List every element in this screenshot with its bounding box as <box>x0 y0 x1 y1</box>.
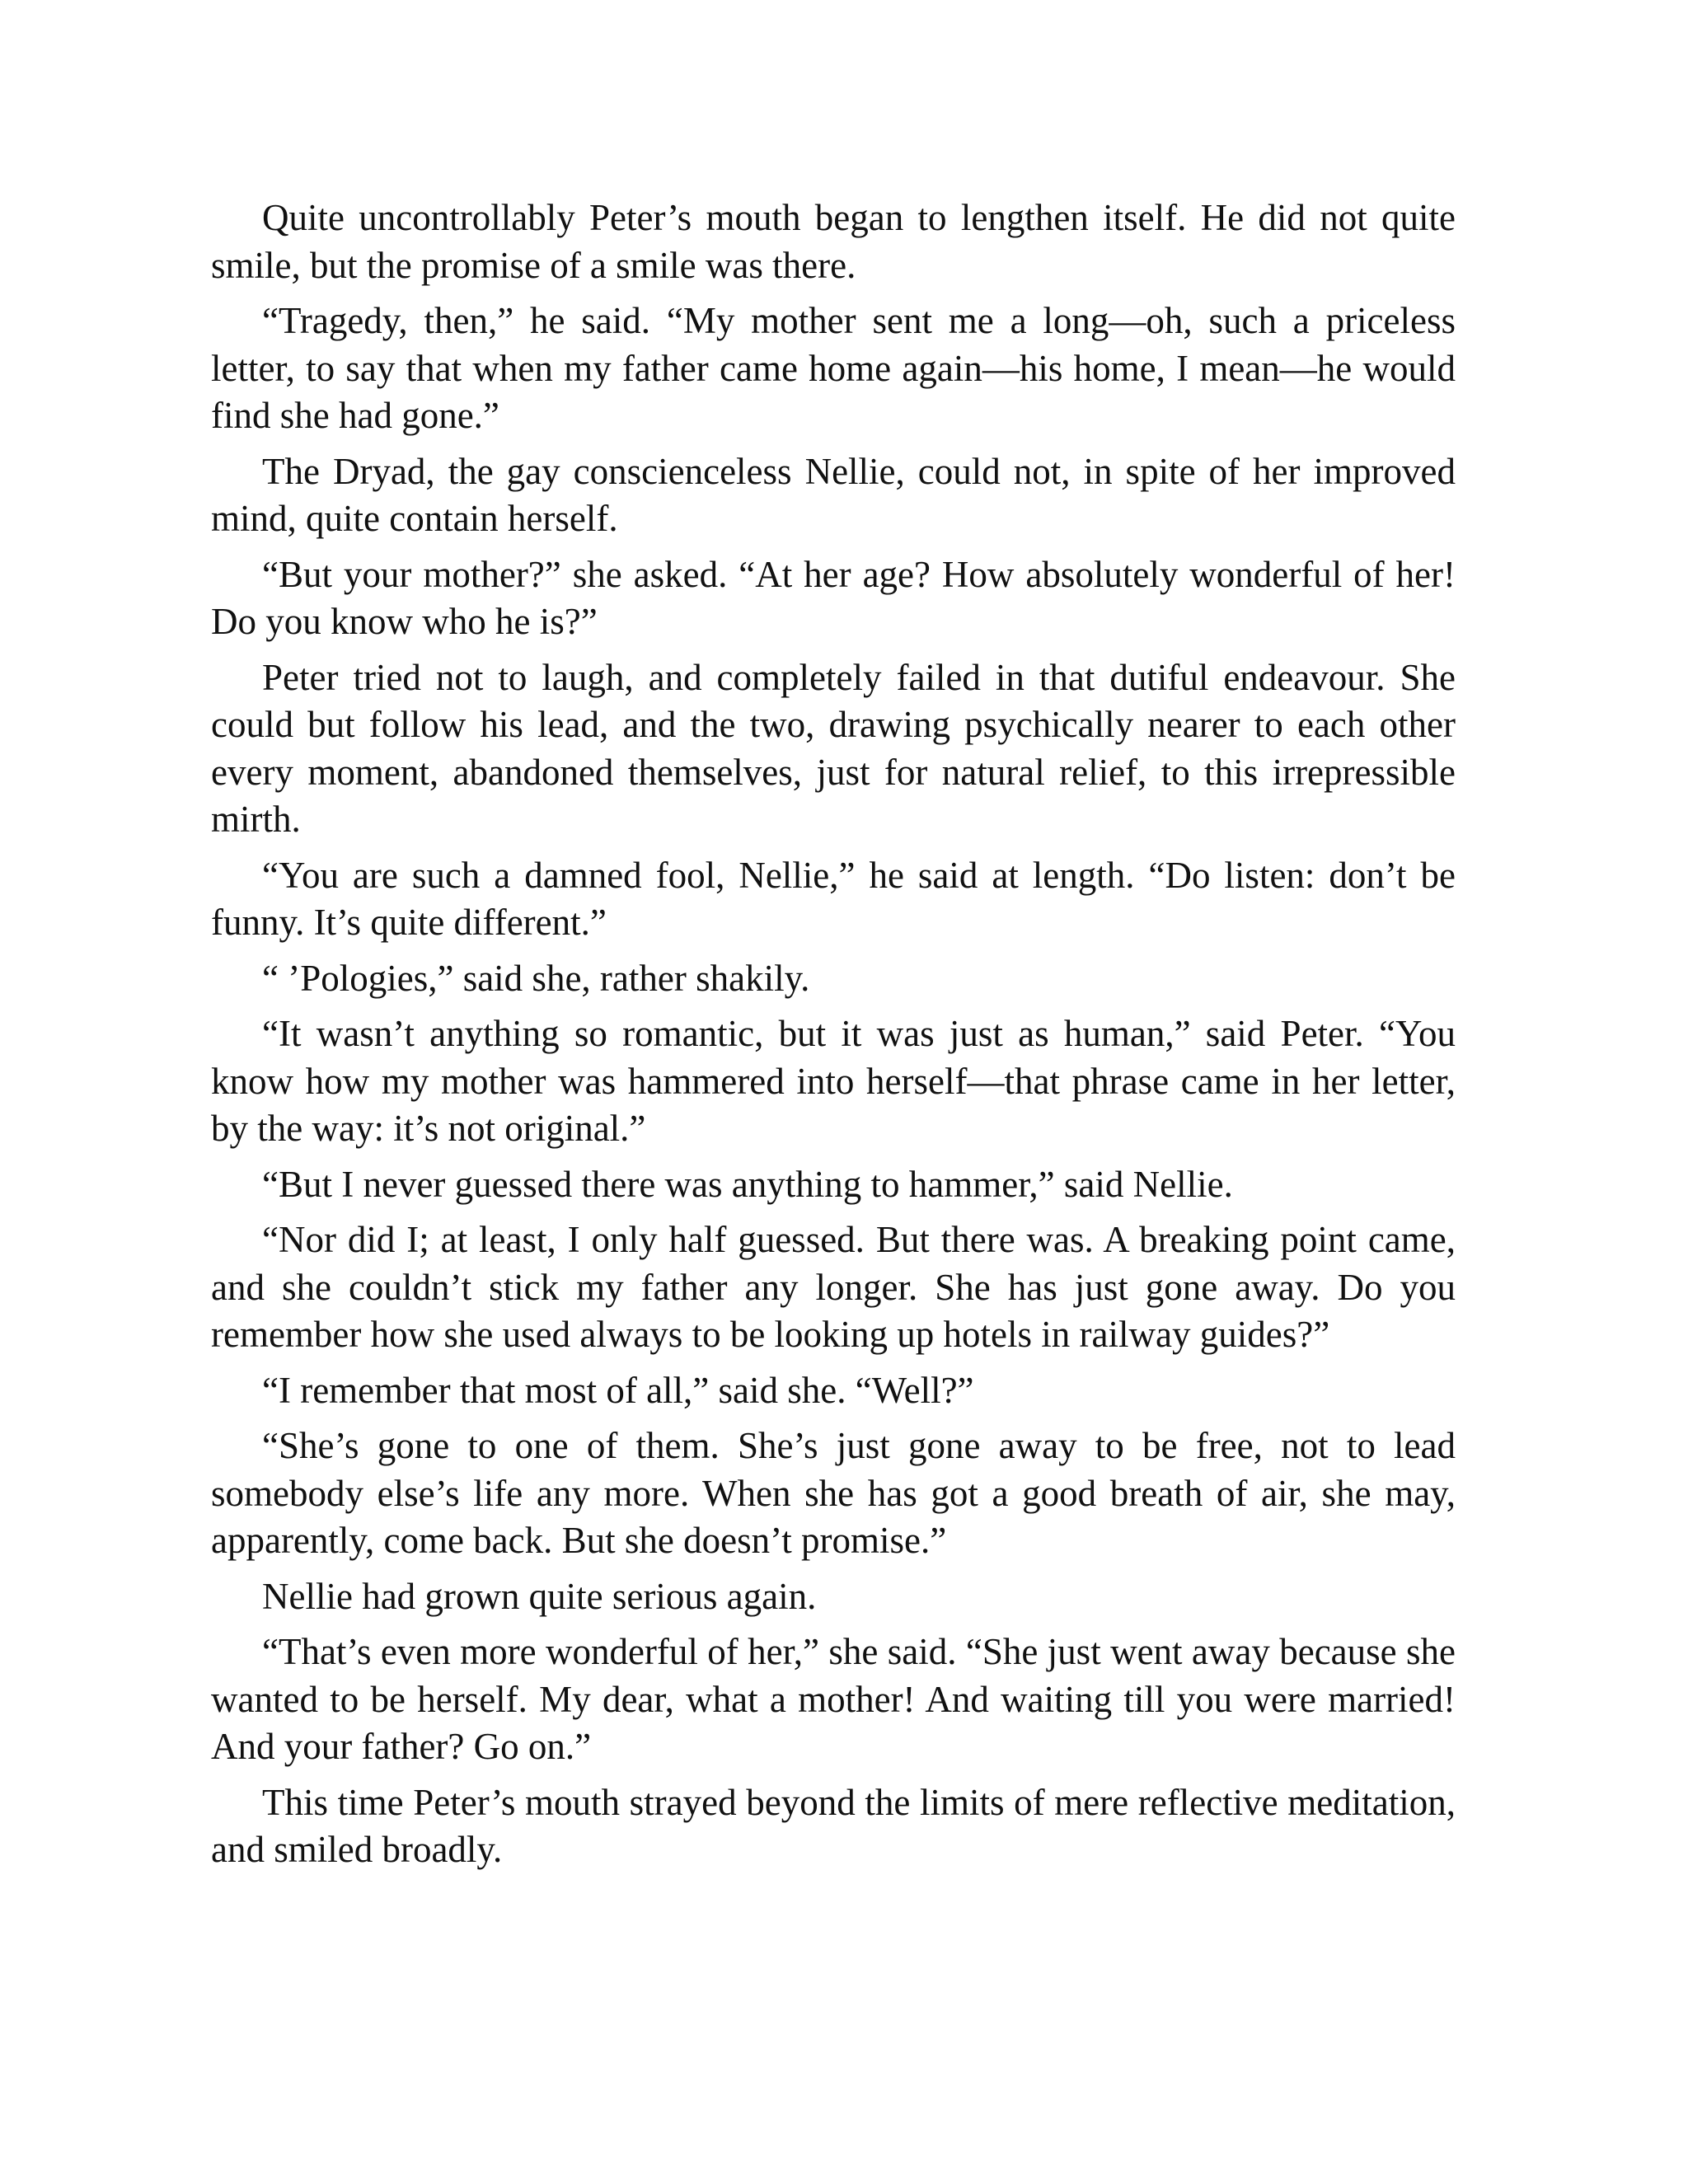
paragraph: “I remember that most of all,” said she. “Well?” <box>262 1369 974 1411</box>
paragraph: “But I never guessed there was anything to hammer,” said Nellie. <box>262 1163 1233 1205</box>
paragraph: This time Peter’s mouth strayed beyond the limits of mere reflective meditation, and smiled broadly. <box>211 1781 1456 1870</box>
paragraph: Nellie had grown quite serious again. <box>262 1575 817 1617</box>
paragraph: “ ’Pologies,” said she, rather shakily. <box>262 957 810 999</box>
paragraph: “She’s gone to one of them. She’s just gone away to be free, not to lead somebody else’s life any more. When she has got a good breath of air, she may, apparently, come back. But she doesn’t promise.” <box>211 1425 1456 1561</box>
paragraph: The Dryad, the gay conscienceless Nellie, could not, in spite of her improved mind, quite contain herself. <box>211 450 1456 539</box>
paragraph: Quite uncontrollably Peter’s mouth began to lengthen itself. He did not quite smile, but the promise of a smile was there. <box>211 197 1456 286</box>
paragraph: Peter tried not to laugh, and completely failed in that dutiful endeavour. She could but follow his lead, and the two, drawing psychically nearer to each other every moment, abandoned themselves, just for natural relief, to this irrepressible mirth. <box>211 656 1456 840</box>
paragraph: “But your mother?” she asked. “At her age? How absolutely wonderful of her! Do you know who he is?” <box>211 553 1456 642</box>
paragraph: “That’s even more wonderful of her,” she said. “She just went away because she wanted to be herself. My dear, what a mother! And waiting till you were married! And your father? Go on.” <box>211 1631 1456 1767</box>
page-body <box>211 194 1456 1882</box>
paragraph: “Nor did I; at least, I only half guessed. But there was. A breaking point came, and she couldn’t stick my father any longer. She has just gone away. Do you remember how she used always to be looking up hotels in railway guides?” <box>211 1219 1456 1355</box>
paragraph: “You are such a damned fool, Nellie,” he said at length. “Do listen: don’t be funny. It’s quite different.” <box>211 854 1456 943</box>
paragraph: “It wasn’t anything so romantic, but it was just as human,” said Peter. “You know how my mother was hammered into herself—that phrase came in her letter, by the way: it’s not original.” <box>211 1013 1456 1149</box>
paragraph: “Tragedy, then,” he said. “My mother sent me a long—oh, such a priceless letter, to say that when my father came home again—his home, I mean—he would find she had gone.” <box>211 300 1456 436</box>
